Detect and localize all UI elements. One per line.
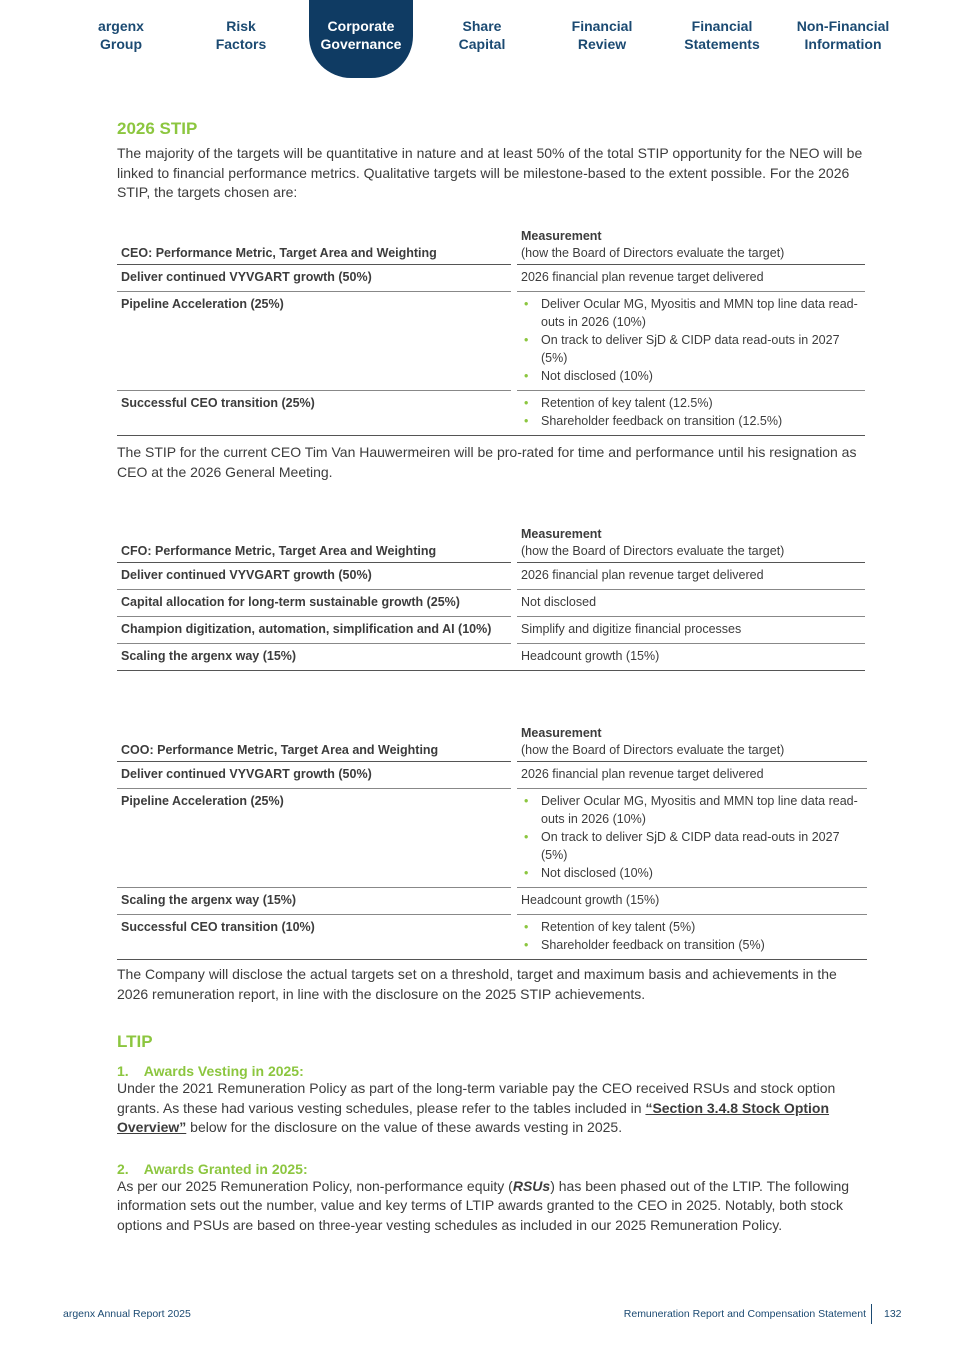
top-navigation [0, 0, 964, 80]
bullet-item: • Deliver Ocular MG, Myositis and MMN top line data read-outs in 2026 (10%) [521, 792, 863, 828]
coo-table-header: COO: Performance Metric, Target Area and Weighting [117, 725, 511, 762]
measure-cell: 2026 financial plan revenue target delivered [517, 563, 865, 590]
rsus-emphasis: RSUs [512, 1177, 551, 1194]
measure-cell: Headcount growth (15%) [517, 644, 865, 671]
footer-page-number: 132 [884, 1308, 902, 1320]
table-row [117, 915, 867, 960]
footer-report-title: argenx Annual Report 2025 [63, 1308, 191, 1320]
nav-financial-review[interactable]: Financial Review [571, 18, 633, 52]
footer-section-title: Remuneration Report and Compensation Statement [624, 1304, 872, 1324]
metric-cell: Scaling the argenx way (15%) [117, 644, 511, 671]
ceo-prorate-note: The STIP for the current CEO Tim Van Hauwermeiren will be pro-rated for time and performance until his resignation as CEO at the 2026 General Meeting. [117, 444, 857, 480]
ceo-table-header: CEO: Performance Metric, Target Area and Weighting [117, 228, 511, 265]
bullet-item: • On track to deliver SjD & CIDP data read-outs in 2027 (5%) [521, 331, 861, 367]
table-row [117, 265, 865, 292]
measure-cell: 2026 financial plan revenue target delivered [517, 762, 867, 789]
table-row [117, 391, 865, 436]
ceo-targets-table [117, 228, 865, 436]
bullet-item: • Not disclosed (10%) [521, 864, 863, 882]
measurement-subtitle: (how the Board of Directors evaluate the target) [521, 544, 785, 558]
table-row [117, 590, 865, 617]
measure-cell: Simplify and digitize financial processes [517, 617, 865, 644]
section-348-link[interactable]: “Section 3.4.8 Stock Option Overview” [117, 1099, 830, 1135]
bullet-item: • Shareholder feedback on transition (5%) [521, 936, 863, 954]
text-segment: below for the disclosure on the value of these awards vesting in 2025. [186, 1119, 623, 1135]
bullet-item: • On track to deliver SjD & CIDP data read-outs in 2027 (5%) [521, 828, 863, 864]
nav-argenx-group[interactable]: argenx Group [98, 18, 144, 52]
metric-cell: Deliver continued VYVGART growth (50%) [117, 563, 511, 590]
measure-cell: 2026 financial plan revenue target delivered [517, 265, 865, 292]
measure-cell: Not disclosed [517, 590, 865, 617]
text-segment: ) has been phased out of the LTIP. The following information sets out the number, value and key terms of LTIP awards granted to the CEO in 2025. Notably, both stock options and PSUs are based on three-year vesting schedules as included in our 2025 Remuneration Policy. [117, 1177, 850, 1233]
nav-risk-factors[interactable]: Risk Factors [215, 18, 267, 52]
stip-intro: The majority of the targets will be quantitative in nature and at least 50% of the total STIP opportunity for the NEO will be linked to financial performance metrics. Qualitative targets will be milestone-based to the extent possible. For the 2026 STIP, the targets chosen are: [117, 145, 863, 200]
measurement-title: Measurement [521, 527, 602, 541]
measurement-subtitle: (how the Board of Directors evaluate the target) [521, 743, 785, 757]
measure-cell [517, 789, 867, 888]
measure-cell [517, 915, 867, 960]
ltip-section-1-title: 1. Awards Vesting in 2025: [117, 1063, 304, 1079]
cfo-table-header: CFO: Performance Metric, Target Area and Weighting [117, 526, 511, 563]
text-segment: Under the 2021 Remuneration Policy as part of the long-term variable pay the CEO received RSUs and stock option grants. As these had various vesting schedules, please refer to the tables included in [117, 1080, 836, 1116]
nav-non-financial-information[interactable]: Non-Financial Information [796, 18, 890, 52]
metric-cell: Pipeline Acceleration (25%) [117, 292, 511, 391]
measure-cell: Headcount growth (15%) [517, 888, 867, 915]
metric-cell: Successful CEO transition (10%) [117, 915, 511, 960]
metric-cell: Pipeline Acceleration (25%) [117, 789, 511, 888]
ltip-heading: LTIP [117, 1032, 153, 1051]
bullet-item: • Retention of key talent (5%) [521, 918, 863, 936]
stip-heading: 2026 STIP [117, 119, 198, 138]
nav-financial-statements[interactable]: Financial Statements [684, 18, 760, 52]
table-row [117, 789, 867, 888]
bullet-item: • Retention of key talent (12.5%) [521, 394, 861, 412]
ltip-section-2-text [117, 1177, 865, 1236]
text-segment: As per our 2025 Remuneration Policy, non-performance equity ( [117, 1177, 513, 1194]
bullet-item: • Shareholder feedback on transition (12.5%) [521, 412, 861, 430]
measurement-title: Measurement [521, 229, 602, 243]
table-row [117, 888, 867, 915]
table-row [117, 292, 865, 391]
measurement-subtitle: (how the Board of Directors evaluate the target) [521, 246, 785, 260]
nav-share-capital[interactable]: Share Capital [458, 18, 506, 52]
measurement-title: Measurement [521, 726, 602, 740]
coo-targets-table [117, 725, 867, 960]
metric-cell: Deliver continued VYVGART growth (50%) [117, 762, 511, 789]
table-row [117, 762, 867, 789]
metric-cell: Capital allocation for long-term sustainable growth (25%) [117, 590, 511, 617]
metric-cell: Scaling the argenx way (15%) [117, 888, 511, 915]
nav-corporate-governance[interactable]: Corporate Governance [309, 0, 413, 78]
ltip-section-1-text [117, 1079, 865, 1138]
metric-cell: Successful CEO transition (25%) [117, 391, 511, 436]
table-row [117, 563, 865, 590]
measure-cell [517, 391, 865, 436]
bullet-item: • Deliver Ocular MG, Myositis and MMN top line data read-outs in 2026 (10%) [521, 295, 861, 331]
metric-cell: Deliver continued VYVGART growth (50%) [117, 265, 511, 292]
table-row [117, 617, 865, 644]
ltip-section-2-title: 2. Awards Granted in 2025: [117, 1160, 308, 1177]
measure-cell [517, 292, 865, 391]
stip-closing: The Company will disclose the actual targets set on a threshold, target and maximum basis and achievements in the 2026 remuneration report, in line with the disclosure on the 2025 STIP achievements. [117, 966, 837, 1002]
metric-cell: Champion digitization, automation, simplification and AI (10%) [117, 617, 511, 644]
table-row [117, 644, 865, 671]
bullet-item: • Not disclosed (10%) [521, 367, 861, 385]
cfo-targets-table [117, 526, 865, 671]
